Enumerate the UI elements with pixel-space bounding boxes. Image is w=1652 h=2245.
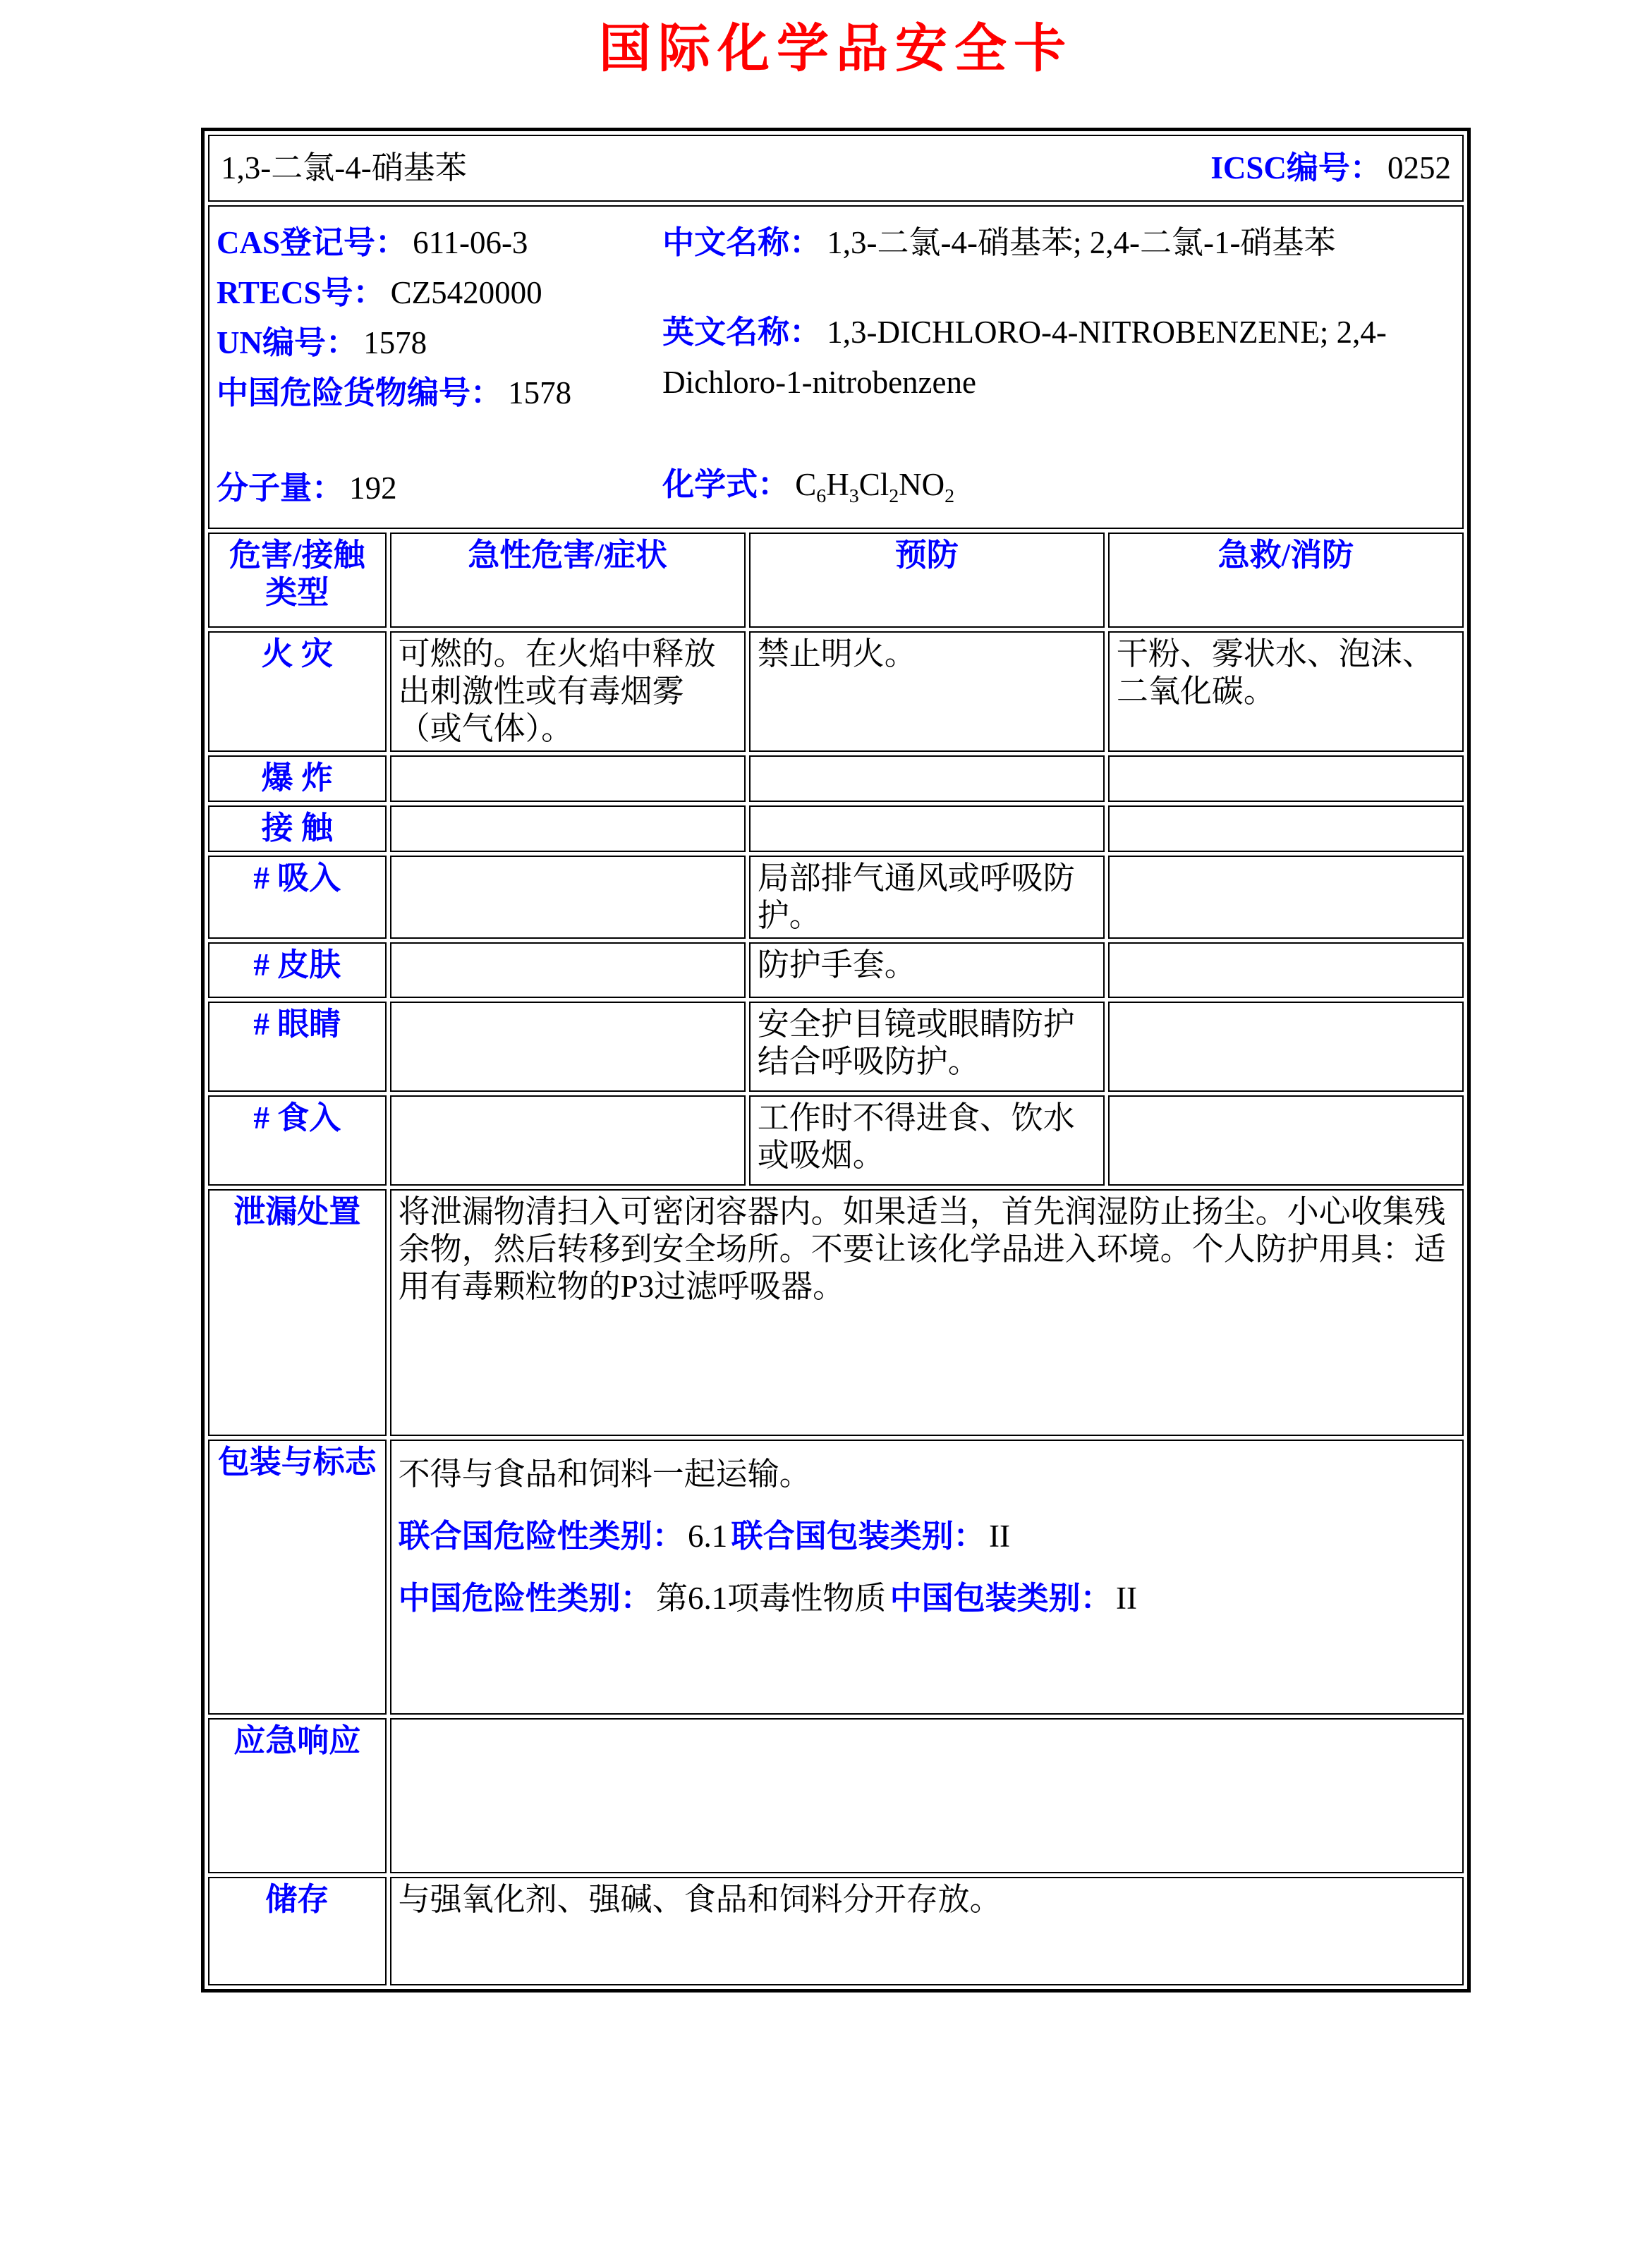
name-row-content <box>217 150 1455 187</box>
molecular-weight-label: 分子量： <box>217 470 344 506</box>
un-number-label: UN编号： <box>217 324 358 360</box>
chemical-name: 1,3-二氯-4-硝基苯 <box>221 150 467 185</box>
fire-symptoms: 可燃的。在火焰中释放出刺激性或有毒烟雾（或气体）。 <box>390 631 746 752</box>
eyes-label: # 眼睛 <box>208 1002 387 1092</box>
packaging-label: 包装与标志 <box>208 1440 387 1715</box>
fire-label: 火 灾 <box>208 631 387 752</box>
packaging-transport-note: 不得与食品和饲料一起运输。 <box>398 1456 811 1492</box>
hazard-row-eyes <box>208 1002 1464 1092</box>
chinese-name-line <box>662 218 1455 268</box>
hazard-row-skin <box>208 942 1464 998</box>
rtecs-number-line <box>217 268 662 318</box>
identity-names-column <box>662 209 1455 525</box>
cas-number-label: CAS登记号： <box>217 224 408 260</box>
inhalation-prevention: 局部排气通风或呼吸防护。 <box>749 856 1105 939</box>
eyes-response <box>1108 1002 1464 1092</box>
packaging-china-class-line: 中国危险性类别： 第6.1项毒性物质 中国包装类别： II <box>398 1580 1138 1616</box>
ingestion-response <box>1108 1095 1464 1186</box>
spill-disposal-text: 将泄漏物清扫入可密闭容器内。如果适当，首先润湿防止扬尘。小心收集残余物，然后转移到安全场所。不要让该化学品进入环境。个人防护用具：适用有毒颗粒物的P3过滤呼吸器。 <box>390 1189 1464 1436</box>
inhalation-label: # 吸入 <box>208 856 387 939</box>
china-dg-number-line <box>217 368 662 418</box>
fire-prevention: 禁止明火。 <box>749 631 1105 752</box>
icsc-number-group <box>1210 150 1451 187</box>
hazard-row-ingestion <box>208 1095 1464 1186</box>
un-number-line <box>217 318 662 368</box>
contact-prevention <box>749 805 1105 852</box>
contact-response <box>1108 805 1464 852</box>
section-row-spill-disposal <box>208 1189 1464 1436</box>
eyes-symptoms <box>390 1002 746 1092</box>
inhalation-response <box>1108 856 1464 939</box>
chinese-name-label: 中文名称： <box>662 224 822 260</box>
explosion-response <box>1108 755 1464 802</box>
ingestion-symptoms <box>390 1095 746 1186</box>
chinese-name-value: 1,3-二氯-4-硝基苯; 2,4-二氯-1-硝基苯 <box>827 224 1336 260</box>
skin-prevention: 防护手套。 <box>749 942 1105 998</box>
hazard-row-explosion <box>208 755 1464 802</box>
english-name-label: 英文名称： <box>662 314 822 350</box>
molecular-weight-value: 192 <box>349 470 397 506</box>
hazard-row-inhalation <box>208 856 1464 939</box>
hazard-header-row <box>208 533 1464 628</box>
explosion-prevention <box>749 755 1105 802</box>
hazard-row-fire <box>208 631 1464 752</box>
skin-symptoms <box>390 942 746 998</box>
header-firstaid-fire: 急救/消防 <box>1108 533 1464 628</box>
english-name-value: 1,3-DICHLORO-4-NITROBENZENE; 2,4-Dichloro-1-nitrobenzene <box>662 314 1387 400</box>
formula-value: $C_6H_3Cl_2NO_2$ <box>795 466 955 507</box>
formula-line <box>662 464 1455 509</box>
skin-response <box>1108 942 1464 998</box>
emergency-response-text <box>390 1718 1464 1873</box>
identity-grid <box>217 209 1455 525</box>
header-hazard-type: 危害/接触类型 <box>208 533 387 628</box>
ingestion-prevention: 工作时不得进食、饮水或吸烟。 <box>749 1095 1105 1186</box>
spill-disposal-label: 泄漏处置 <box>208 1189 387 1436</box>
english-name-line <box>662 308 1455 408</box>
formula-label: 化学式： <box>662 466 790 502</box>
rtecs-number-label: RTECS号： <box>217 274 385 310</box>
emergency-response-label: 应急响应 <box>208 1718 387 1873</box>
packaging-un-class-line: 联合国危险性类别： 6.1 联合国包装类别： II <box>398 1519 1010 1555</box>
cas-number-value: 611-06-3 <box>413 224 528 260</box>
storage-label: 储存 <box>208 1877 387 1985</box>
section-row-storage <box>208 1877 1464 1985</box>
packaging-text <box>390 1440 1464 1715</box>
identity-registry-column <box>217 209 662 525</box>
storage-text: 与强氧化剂、强碱、食品和饲料分开存放。 <box>390 1877 1464 1985</box>
explosion-symptoms <box>390 755 746 802</box>
explosion-label: 爆 炸 <box>208 755 387 802</box>
icsc-card-table <box>201 128 1471 1992</box>
document-title: 国际化学品安全卡 <box>599 20 1073 78</box>
hazard-row-contact <box>208 805 1464 852</box>
inhalation-symptoms <box>390 856 746 939</box>
rtecs-number-value: CZ5420000 <box>390 274 542 310</box>
header-acute-symptoms: 急性危害/症状 <box>390 533 746 628</box>
skin-label: # 皮肤 <box>208 942 387 998</box>
un-number-value: 1578 <box>363 324 427 360</box>
identity-row <box>208 205 1464 529</box>
ingestion-label: # 食入 <box>208 1095 387 1186</box>
china-dg-number-value: 1578 <box>508 375 572 411</box>
contact-label: 接 触 <box>208 805 387 852</box>
eyes-prevention: 安全护目镜或眼睛防护结合呼吸防护。 <box>749 1002 1105 1092</box>
section-row-emergency-response <box>208 1718 1464 1873</box>
icsc-number-label: ICSC编号： <box>1210 150 1382 185</box>
cas-number-line <box>217 218 662 268</box>
fire-response: 干粉、雾状水、泡沫、二氧化碳。 <box>1108 631 1464 752</box>
contact-symptoms <box>390 805 746 852</box>
molecular-weight-line <box>217 468 662 509</box>
china-dg-number-label: 中国危险货物编号： <box>217 375 503 411</box>
icsc-number-value: 0252 <box>1387 150 1451 185</box>
name-row <box>208 135 1464 202</box>
section-row-packaging <box>208 1440 1464 1715</box>
header-prevention: 预防 <box>749 533 1105 628</box>
